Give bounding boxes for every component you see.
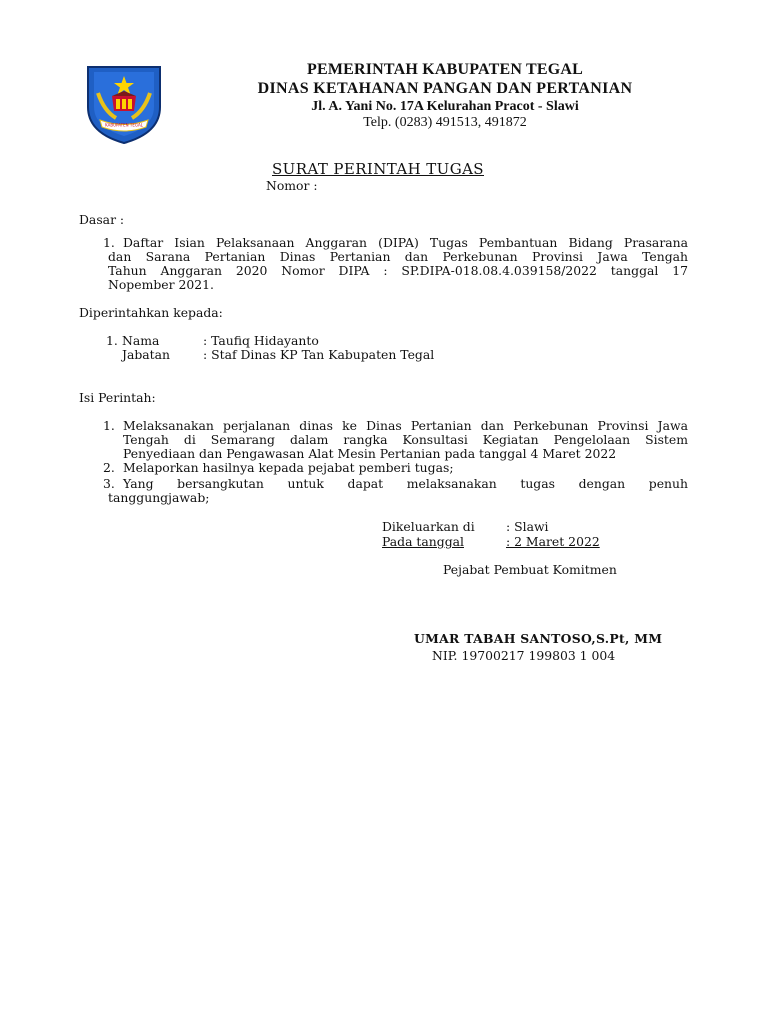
kabupaten-tegal-emblem: [82, 63, 166, 145]
dasar-heading: Dasar :: [79, 212, 125, 227]
isi-item-2-line-1: Melaporkan hasilnya kepada pejabat pemberi tugas;: [123, 460, 454, 475]
isi-item-3-line-2: tanggungjawab;: [108, 490, 210, 505]
isi-item-1-line-3: Penyediaan dan Pengawasan Alat Mesin Pertanian pada tanggal 4 Maret 2022: [123, 446, 617, 461]
letterhead-line-2: DINAS KETAHANAN PANGAN DAN PERTANIAN: [257, 80, 633, 97]
jabatan-label: Jabatan: [122, 347, 171, 362]
dasar-item-line-2: dan Sarana Pertanian Dinas Pertanian dan Perkebunan Provinsi Jawa Tengah: [108, 249, 688, 264]
document-title: SURAT PERINTAH TUGAS: [272, 160, 484, 178]
place-value: : Slawi: [506, 519, 549, 534]
nama-label: Nama: [122, 333, 160, 348]
signatory-role: Pejabat Pembuat Komitmen: [443, 562, 617, 577]
dasar-item-line-3: Tahun Anggaran 2020 Nomor DIPA : SP.DIPA-018.08.4.039158/2022 tanggal 17: [108, 263, 688, 278]
dasar-item-line-4: Nopember 2021.: [108, 277, 214, 292]
isi-heading: Isi Perintah:: [79, 390, 156, 405]
isi-item-3-number: 3.: [103, 476, 115, 491]
isi-item-1-line-1: Melaksanakan perjalanan dinas ke Dinas Pertanian dan Perkebunan Provinsi Jawa: [123, 418, 688, 433]
letterhead-line-1: PEMERINTAH KABUPATEN TEGAL: [306, 61, 584, 78]
date-label: Pada tanggal: [382, 534, 464, 549]
isi-item-2-number: 2.: [103, 460, 115, 475]
date-value: : 2 Maret 2022: [506, 534, 600, 549]
jabatan-value: : Staf Dinas KP Tan Kabupaten Tegal: [203, 347, 435, 362]
dasar-item-line-1: Daftar Isian Pelaksanaan Anggaran (DIPA) Tugas Pembantuan Bidang Prasarana: [123, 235, 688, 250]
signatory-name: UMAR TABAH SANTOSO,S.Pt, MM: [414, 631, 663, 646]
nomor-label: Nomor :: [266, 178, 318, 193]
place-label: Dikeluarkan di: [382, 519, 475, 534]
nama-value: : Taufiq Hidayanto: [203, 333, 319, 348]
letterhead-phone: Telp. (0283) 491513, 491872: [363, 115, 527, 130]
diperintahkan-heading: Diperintahkan kepada:: [79, 305, 223, 320]
isi-item-1-line-2: Tengah di Semarang dalam rangka Konsultasi Kegiatan Pengelolaan Sistem: [123, 432, 688, 447]
letterhead-address: Jl. A. Yani No. 17A Kelurahan Pracot - Slawi: [311, 99, 579, 114]
isi-item-1-number: 1.: [103, 418, 115, 433]
svg-text:KABUPATEN TEGAL: KABUPATEN TEGAL: [105, 122, 143, 128]
signatory-nip: NIP. 19700217 199803 1 004: [432, 648, 616, 663]
dasar-item-number: 1.: [103, 235, 115, 250]
isi-item-3-line-1: Yang bersangkutan untuk dapat melaksanakan tugas dengan penuh: [123, 476, 688, 491]
diperintahkan-number: 1.: [106, 333, 118, 348]
